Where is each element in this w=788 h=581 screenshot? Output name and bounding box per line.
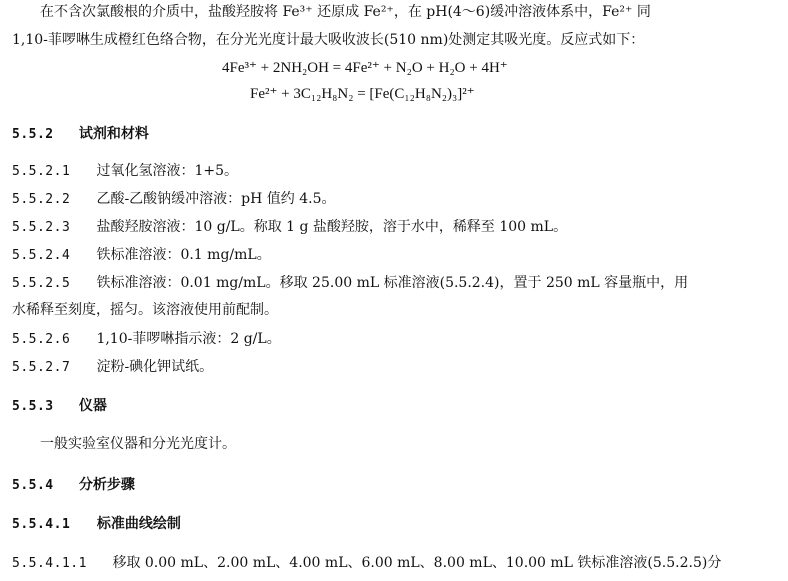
equation-1: 4Fe³⁺ + 2NH₂OH = 4Fe²⁺ + N₂O + H₂O + 4H⁺ [222,60,508,76]
item-text: 盐酸羟胺溶液：10 g/L。称取 1 g 盐酸羟胺，溶于水中，稀释至 100 mL。 [96,219,568,235]
item-5-5-2-7 [12,357,213,378]
section-5-5-3-heading [12,396,107,417]
section-title: 试剂和材料 [78,126,149,142]
item-5-5-2-1 [12,161,238,182]
section-title: 标准曲线绘制 [96,516,181,532]
item-number: 5.5.2.2 [12,192,71,207]
section-title: 分析步骤 [78,477,135,493]
item-number: 5.5.2.5 [12,276,71,291]
item-text: 乙酸-乙酸钠缓冲溶液：pH 值约 4.5。 [96,191,336,207]
item-5-5-2-5 [12,273,688,294]
section-number: 5.5.3 [12,399,54,414]
item-number: 5.5.2.7 [12,360,71,375]
item-number: 5.5.2.6 [12,332,71,347]
item-5-5-2-4 [12,245,271,266]
item-number: 5.5.4.1.1 [12,556,87,571]
section-number: 5.5.4 [12,478,54,493]
item-5-5-2-6 [12,329,281,350]
item-5-5-2-3 [12,217,567,238]
item-text: 淀粉-碘化钾试纸。 [96,359,214,375]
item-5-5-2-2 [12,189,336,210]
item-5-5-4-1-1 [12,553,721,574]
item-text: 过氧化氢溶液：1+5。 [96,163,238,179]
item-number: 5.5.2.4 [12,248,71,263]
section-5-5-4-1-heading [12,514,181,535]
section-5-5-3-text: 一般实验室仪器和分光光度计。 [40,436,236,452]
item-text: 铁标准溶液：0.01 mg/mL。移取 25.00 mL 标准溶液(5.5.2.4)，置于 250 mL 容量瓶中，用 [96,275,689,291]
section-number: 5.5.4.1 [12,517,71,532]
section-5-5-2-heading [12,124,149,145]
equation-2: Fe²⁺ + 3C₁₂H₈N₂ = [Fe(C₁₂H₈N₂)₃]²⁺ [250,86,475,102]
item-5-5-2-5-continued: 水稀释至刻度，摇匀。该溶液使用前配制。 [12,302,278,318]
section-5-5-4-heading [12,475,135,496]
item-text: 铁标准溶液：0.1 mg/mL。 [96,247,271,263]
section-title: 仪器 [78,398,107,414]
item-text: 1,10-菲啰啉指示液：2 g/L。 [96,331,281,347]
item-text: 移取 0.00 mL、2.00 mL、4.00 mL、6.00 mL、8.00 mL、10.00 mL 铁标准溶液(5.5.2.5)分 [112,555,722,571]
item-number: 5.5.2.3 [12,220,71,235]
intro-line-2: 1,10-菲啰啉生成橙红色络合物，在分光光度计最大吸收波长(510 nm)处测定其吸光度。反应式如下： [12,32,645,48]
item-number: 5.5.2.1 [12,164,71,179]
intro-line-1: 在不含次氯酸根的介质中，盐酸羟胺将 Fe³⁺ 还原成 Fe²⁺，在 pH(4～6)缓冲溶液体系中，Fe²⁺ 同 [40,4,651,20]
section-number: 5.5.2 [12,127,54,142]
